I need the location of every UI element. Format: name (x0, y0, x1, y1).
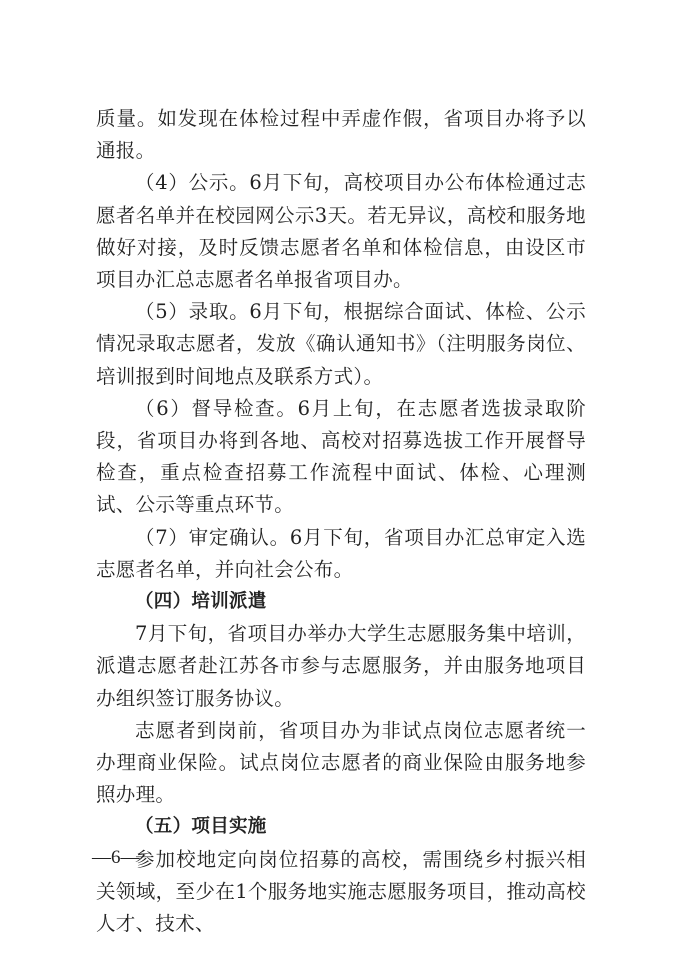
section-heading-training: （四）培训派遣 (135, 591, 267, 613)
paragraph-item-supervision: （6）督导检查。6月上旬，在志愿者选拔录取阶段，省项目办将到各地、高校对招募选拔工作开展督导检查，重点检查招募工作流程中面试、体检、心理测试、公示等重点环节。 (96, 396, 586, 517)
paragraph-implementation: 参加校地定向岗位招募的高校，需围绕乡村振兴相关领域，至少在1个服务地实施志愿服务项目，推动高校人才、技术、 (96, 847, 586, 936)
paragraph-item-admission: （5）录取。6月下旬，根据综合面试、体检、公示情况录取志愿者，发放《确认通知书》（注明服务岗位、培训报到时间地点及联系方式）。 (96, 300, 586, 388)
page-number: —6— (92, 847, 140, 868)
paragraph-item-confirmation: （7）审定确认。6月下旬，省项目办汇总审定入选志愿者名单，并向社会公布。 (96, 525, 586, 581)
paragraph-insurance: 志愿者到岗前，省项目办为非试点岗位志愿者统一办理商业保险。试点岗位志愿者的商业保险由服务地参照办理。 (96, 718, 586, 807)
paragraph-continuation: 质量。如发现在体检过程中弄虚作假，省项目办将予以通报。 (96, 107, 586, 163)
section-heading-implementation: （五）项目实施 (135, 816, 267, 838)
document-body (96, 103, 586, 940)
paragraph-training-dispatch: 7月下旬，省项目办举办大学生志愿服务集中培训，派遣志愿者赴江苏各市参与志愿服务，并由服务地项目办组织签订服务协议。 (96, 622, 586, 710)
paragraph-item-publicity: （4）公示。6月下旬，高校项目办公布体检通过志愿者名单并在校园网公示3天。若无异议，高校和服务地做好对接，及时反馈志愿者名单和体检信息，由设区市项目办汇总志愿者名单报省项目办。 (96, 171, 586, 292)
